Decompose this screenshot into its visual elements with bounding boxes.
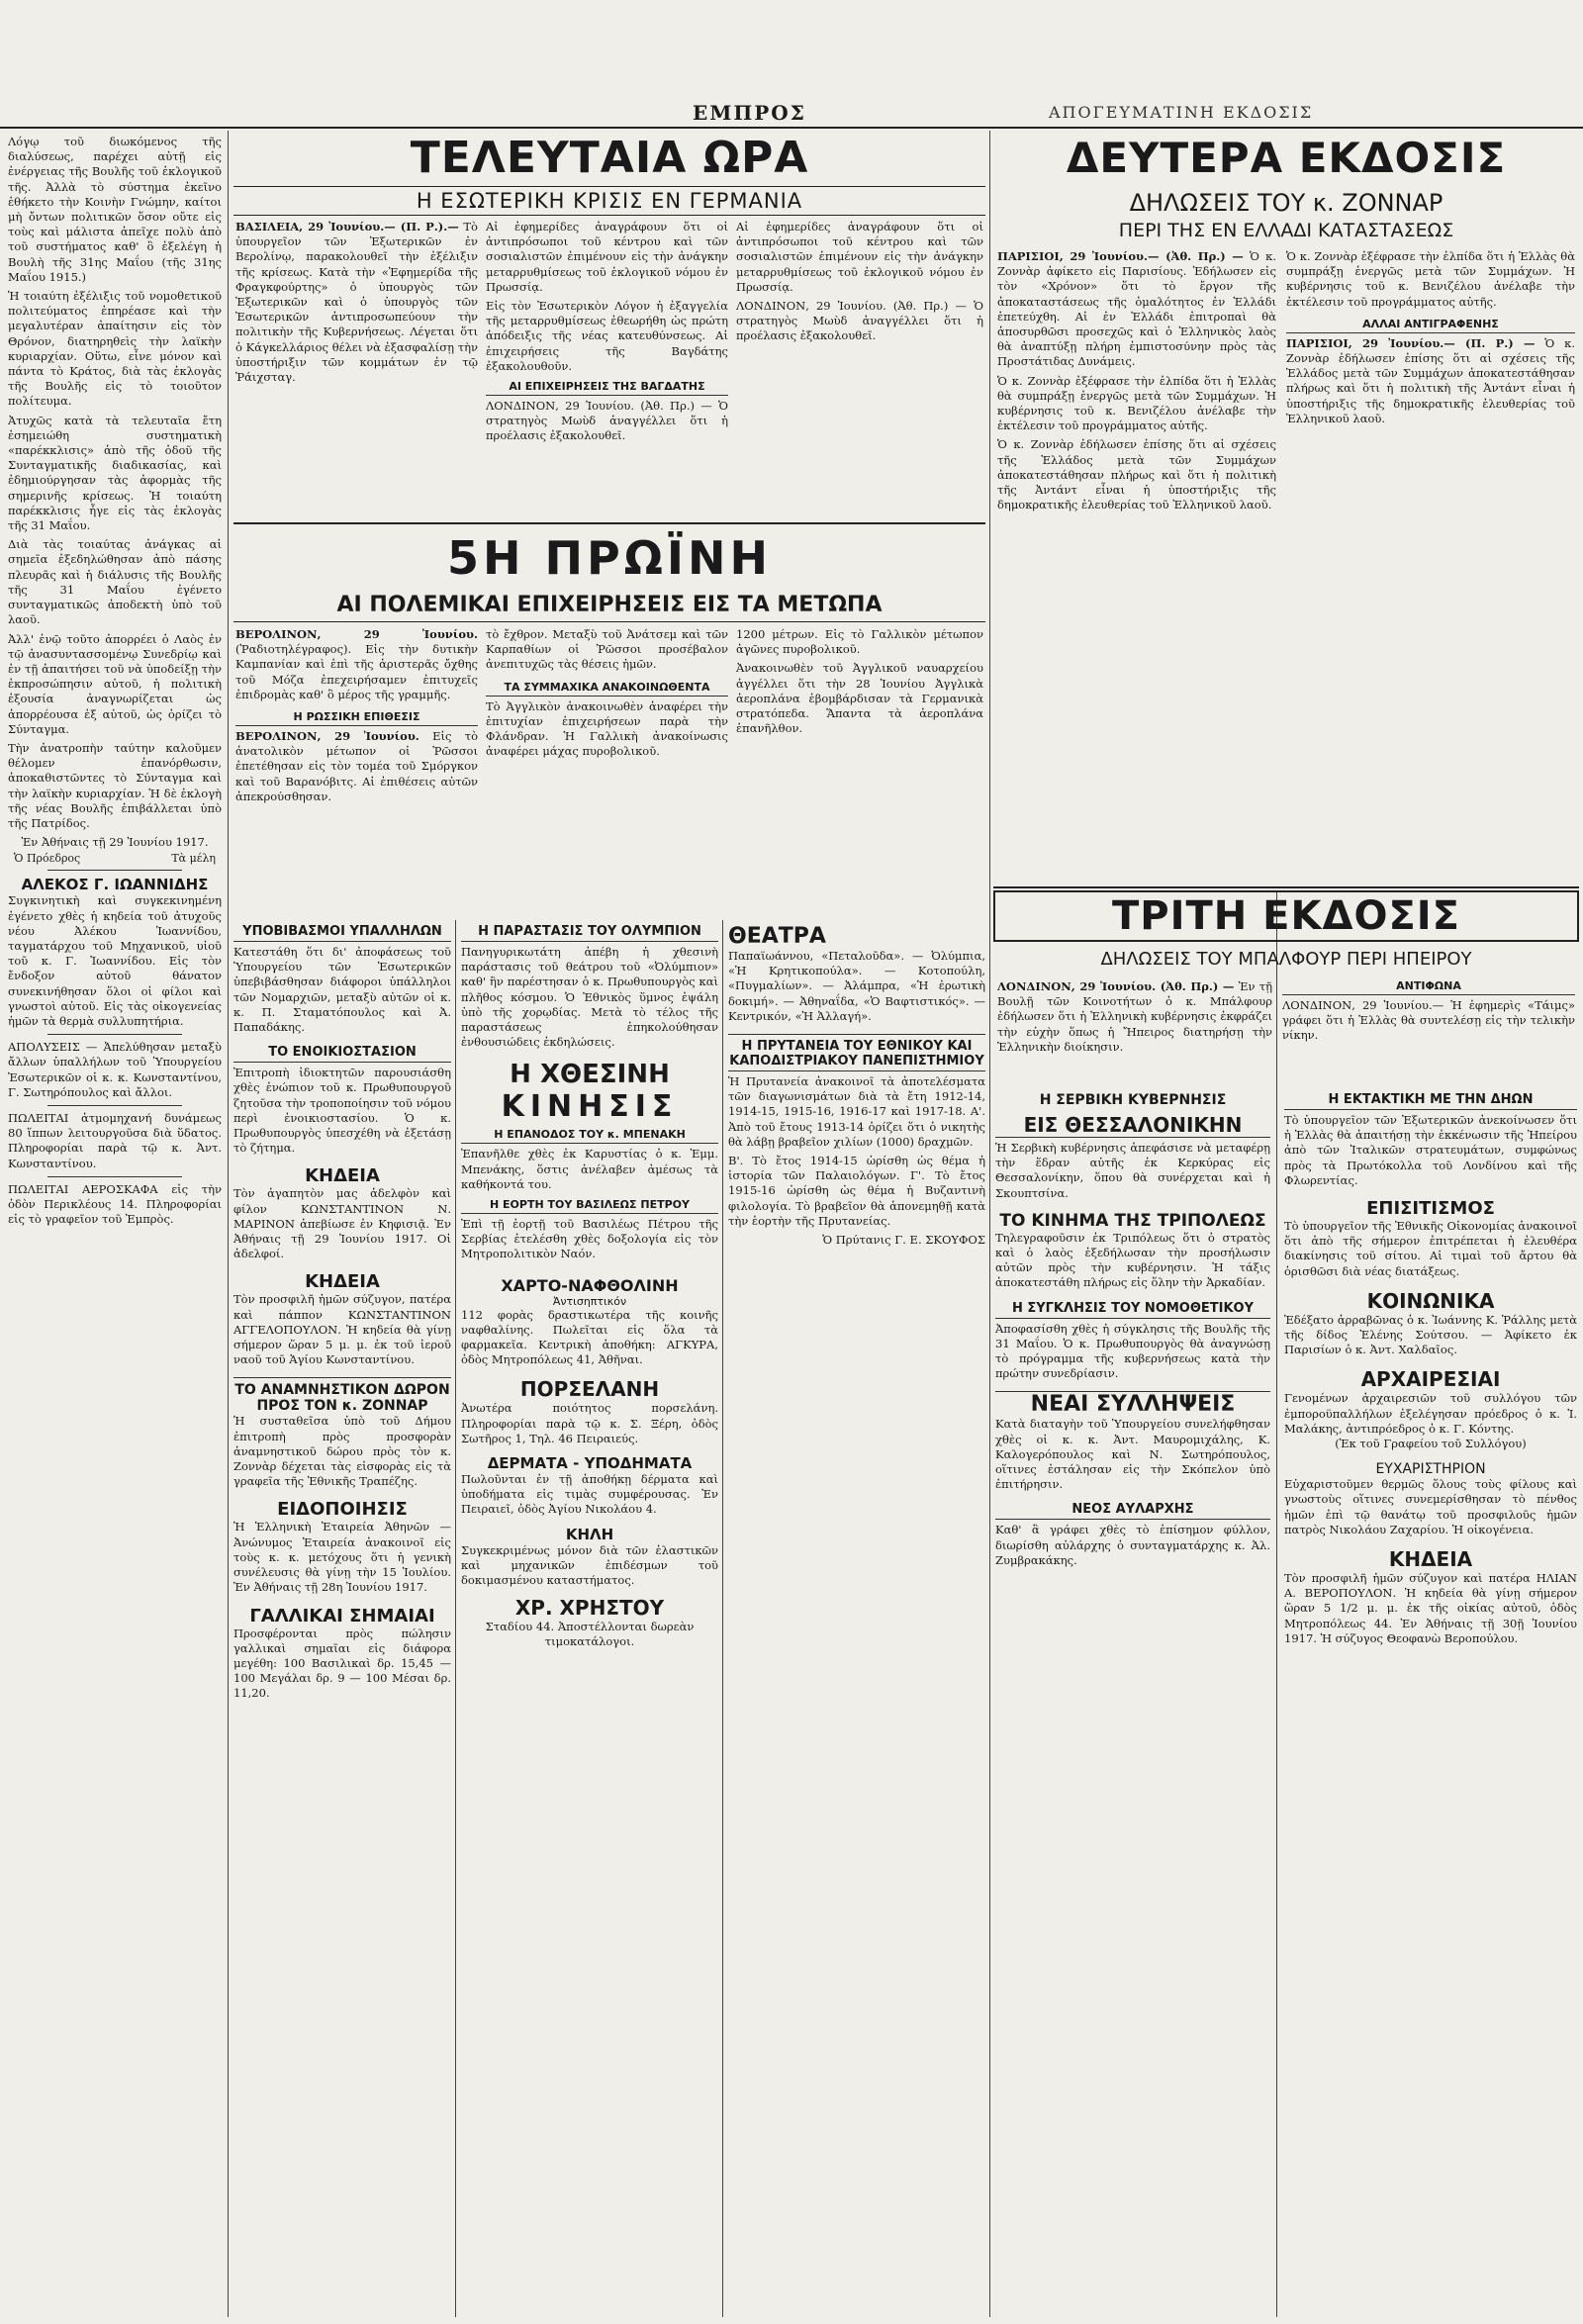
- masthead-edition: ΑΠΟΓΕΥΜΑΤΙΝΗ ΕΚΔΟΣΙΣ: [1049, 103, 1314, 122]
- column-e: [1284, 1092, 1577, 2314]
- sig-right: Τὰ μέλη: [171, 852, 216, 866]
- enoikiostasion-title: ΤΟ ΕΝΟΙΚΙΟΣΤΑΣΙΟΝ: [233, 1045, 451, 1063]
- proini-body2: Εἰς τὸ ἀνατολικὸν μέτωπον οἱ Ῥῶσσοι ἐπετέθησαν εἰς τὸν τομέα τοῦ Σμόργκον καὶ τοῦ Βαρανόβιτς. Αἱ ἐπιθέσεις αὐτῶν ἀπεκρούσθησαν.: [235, 729, 478, 803]
- masthead: [0, 95, 1583, 125]
- triti-col-2: [1282, 979, 1575, 1088]
- proini-title-box: [233, 528, 985, 588]
- deftera-subhead: ΑΛΛΑΙ ΑΝΤΙΓΡΑΦΕΝΗΣ: [1286, 318, 1575, 333]
- endyxis-body: Ἀποφασίσθη χθὲς ἡ σύγκλησις τῆς Βουλῆς τῆς 31 Μαΐου. Ὁ κ. Πρωθυπουργὸς θὰ ἀναγνώσῃ τὸ πρόγραμμα τῆς κυβερνήσεως κατὰ τὴν πρώτην συνεδρίασιν.: [995, 1321, 1270, 1381]
- prytaneia-sign: Ὁ Πρύτανις Γ. Ε. ΣΚΟΥΦΟΣ: [822, 1233, 985, 1248]
- triti-subhead: ΑΝΤΙΦΩΝΑ: [1282, 979, 1575, 995]
- anamnistika-title: ΤΟ ΑΝΑΜΝΗΣΤΙΚΟΝ ΔΩΡΟΝ ΠΡΟΣ ΤΟΝ κ. ΖΟΝΝΑΡ: [233, 1377, 451, 1414]
- teleftaia-body2: Αἱ ἐφημερίδες ἀναγράφουν ὅτι οἱ ἀντιπρόσωποι τοῦ κέντρου καὶ τῶν σοσιαλιστῶν ἐπιμένουν εἰς τὴν ἀνάγκην μεταρρυθμίσεως τοῦ ἐκλογικοῦ νόμου ἐν Πρωσσίᾳ.: [486, 220, 728, 294]
- proini-c3-body: 1200 μέτρων. Εἰς τὸ Γαλλικὸν μέτωπον ἀγῶνες πυροβολικοῦ.: [736, 627, 983, 657]
- teleftaia-col-1: [235, 220, 478, 516]
- koinonika-title: ΚΟΙΝΩΝΙΚΑ: [1366, 1288, 1495, 1313]
- left-paragraph: Ἡ τοιαύτη ἐξέλιξις τοῦ νομοθετικοῦ πολιτεύματος ἐπηρέασε καὶ τὴν μεγαλυτέραν ἀπαίτησιν εἰς τὸν Θρόνον, διατηρηθεὶς τὴν λαϊκὴν κυριαρχίαν. Οὕτω, εἶνε μόνον καὶ πάντα τὸ Κράτος, διὰ τὰς ἐκλογὰς τῆς Βουλῆς εἰς τὸ τοιοῦτον πολίτευμα.: [8, 289, 222, 409]
- proini-russian-head: Η ΡΩΣΣΙΚΗ ΕΠΙΘΕΣΙΣ: [235, 710, 478, 726]
- kideia2-title: ΚΗΔΕΙΑ: [305, 1271, 380, 1293]
- column-rule: [722, 920, 723, 2317]
- teleftaia-body4: ΛΟΝΔΙΝΟΝ, 29 Ἰουνίου. (Ἀθ. Πρ.) — Ὁ στρατηγὸς Μωὺδ ἀναγγέλλει ὅτι ἡ προέλασις ἐξακολουθεῖ.: [486, 399, 728, 443]
- aparesiai-title: ΑΡΧΑΙΡΕΣΙΑΙ: [1360, 1367, 1501, 1392]
- teleftaia-subtitle: Η ΕΣΩΤΕΡΙΚΗ ΚΡΙΣΙΣ ΕΝ ΓΕΡΜΑΝΙΑ: [416, 189, 803, 213]
- deftera-sub1: ΔΗΛΩΣΕΙΣ ΤΟΥ κ. ΖΟΝΝΑΡ: [1129, 189, 1443, 217]
- neos-body: Καθ' ἃ γράφει χθὲς τὸ ἐπίσημον φύλλον, διωρίσθη αὐλάρχης ὁ συνταγματάρχης κ. Ἀλ. Ζυμβρακάκης.: [995, 1523, 1270, 1567]
- neai-title: ΝΕΑΙ ΣΥΛΛΗΨΕΙΣ: [995, 1391, 1270, 1417]
- proini-dateline: ΒΕΡΟΛΙΝΟΝ, 29 Ἰουνίου.: [235, 627, 478, 641]
- deftera-col-2: [1286, 249, 1575, 883]
- proini-c3-body2: Ἀνακοινωθὲν τοῦ Ἀγγλικοῦ ναυαρχείου ἀγγέλλει ὅτι τὴν 28 Ἰουνίου Ἀγγλικὰ ἀεροπλάνα ἐβομβάρδισαν τὰ Γερμανικὰ στρατόπεδα. Ἅπαντα τὰ ἀεροπλάνα ἐπανῆλθον.: [736, 661, 983, 736]
- porselani-body: Ἀνωτέρα ποιότητος πορσελάνη. Πληροφορίαι παρὰ τῷ κ. Σ. Ξέρη, ὁδὸς Σωτῆρος 1, Τηλ. 46 Πειραιεύς.: [461, 1401, 718, 1445]
- olympion-body: Πανηγυρικωτάτη ἀπέβη ἡ χθεσινὴ παράστασις τοῦ θεάτρου τοῦ «Ὀλύμπιον» καθ' ἣν παρέστησαν ὁ κ. Πρωθυπουργὸς καὶ πλῆθος κόσμου. Ὁ Ἐθνικὸς ὕμνος ἐψάλη ὑπὸ τῆς χορῳδίας. Μετὰ τὸ τέλος τῆς παραστάσεως ἐπηκολούθησαν ἐνθουσιώδεις ἐκδηλώσεις.: [461, 945, 718, 1050]
- proini-allied-head: ΤΑ ΣΥΜΜΑΧΙΚΑ ΑΝΑΚΟΙΝΩΘΕΝΤΑ: [486, 681, 728, 697]
- deftera-dateline: ΠΑΡΙΣΙΟΙ, 29 Ἰουνίου.— (Ἀθ. Πρ.) —: [997, 249, 1244, 263]
- teleftaia-body3: Εἰς τὸν Ἐσωτερικὸν Λόγον ἡ ἐξαγγελία τῆς μεταρρυθμίσεως ἐθεωρήθη ὡς πρώτη ἀπόδειξις τῆς νέας κατευθύνσεως. Αἱ ἐπιχειρήσεις τῆς Βαγδάτης ἐξακολουθοῦν.: [486, 299, 728, 373]
- xthesini-b1: Ἐπανῆλθε χθὲς ἐκ Καρυστίας ὁ κ. Ἐμμ. Μπενάκης, ὅστις ἀνέλαβεν ἀμέσως τὰ καθήκοντά του.: [461, 1147, 718, 1191]
- episitismos-body: Τὸ ὑπουργεῖον τῆς Ἐθνικῆς Οἰκονομίας ἀνακοινοῖ ὅτι ἀπὸ τῆς σήμερον ἐπιτρέπεται ἡ ἐλευθέρα διακίνησις τοῦ σίτου. Αἱ τιμαὶ τοῦ ἄρτου θὰ ὁρισθῶσι διὰ νέας διατάξεως.: [1284, 1219, 1577, 1278]
- xartonafthalin-title: ΧΑΡΤΟ-ΝΑΦΘΟΛΙΝΗ: [501, 1275, 679, 1295]
- sig-left: Ὁ Πρόεδρος: [14, 852, 81, 866]
- enoikiostasion-body: Ἐπιτροπὴ ἰδιοκτητῶν παρουσιάσθη χθὲς ἐνώπιον τοῦ κ. Πρωθυπουργοῦ ζητοῦσα τὴν τροποποίησιν τοῦ νόμου περὶ ἐνοικιοστασίου. Ὁ κ. Πρωθυπουργὸς ὑπεσχέθη νὰ ἐξετάσῃ τὸ ζήτημα.: [233, 1066, 451, 1156]
- triti-sub: ΔΗΛΩΣΕΙΣ ΤΟΥ ΜΠΑΛΦΟΥΡ ΠΕΡΙ ΗΠΕΙΡΟΥ: [1100, 949, 1472, 970]
- gallikai-title: ΓΑΛΛΙΚΑΙ ΣΗΜΑΙΑΙ: [249, 1605, 435, 1627]
- left-signoff: Ἐν Ἀθήναις τῇ 29 Ἰουνίου 1917.: [21, 835, 209, 850]
- eyxaristirion-body: Εὐχαριστοῦμεν θερμῶς ὅλους τοὺς φίλους καὶ γνωστοὺς οἵτινες συνεμερίσθησαν τὸ πένθος ἡμῶν ἐπὶ τῷ θανάτῳ τοῦ προσφιλοῦς ἡμῶν πατρὸς Νικολάου Ζαχαρίου. Ἡ οἰκογένεια.: [1284, 1477, 1577, 1536]
- proini-body: (Ῥαδιοτηλέγραφος). Εἰς τὴν δυτικὴν Καμπανίαν καὶ ἐπὶ τῆς ἀριστερᾶς ὄχθης τοῦ Μόζα ἐπεχειρήσαμεν ἐπιτυχεῖς ἐπιδρομὰς καθ' ὃ μέρος τῆς γραμμῆς.: [235, 642, 478, 701]
- proini-c2-body: τὸ ἔχθρον. Μεταξὺ τοῦ Ἀνάτσεμ καὶ τῶν Καρπαθίων οἱ Ῥῶσσοι προσέβαλον ἀνεπιτυχῶς τὰς θέσεις ἡμῶν.: [486, 627, 728, 672]
- ypovivasmoi-title: ΥΠΟΒΙΒΑΣΜΟΙ ΥΠΑΛΛΗΛΩΝ: [233, 924, 451, 942]
- left-paragraph: Λόγῳ τοῦ διωκόμενος τῆς διαλύσεως, παρέχει αὐτῇ εἰς ἐνέργειας τῆς Βουλῆς τοῦ ἐκλογικοῦ τῆς. Ἀλλὰ τὸ σύστημα ἐκεῖνο ἐθήκετο τὴν Κοινὴν Γνώμην, καίτοι μὴ ὄντων πολιτικῶν ὅσον οὔτε εἰς τοὺς καὶ μάλιστα ἀπεῖχε πολὺ ἀπὸ τοῦ συστήματος καθ' ὃ ἐξελέγη ἡ Βουλὴ τῆς 31ης Μαΐου (τῆς 31ης Μαΐου 1915.): [8, 135, 222, 284]
- tripoleos-title: ΤΟ ΚΙΝΗΜΑ ΤΗΣ ΤΡΙΠΟΛΕΩΣ: [999, 1210, 1266, 1231]
- teleftaia-body4-cont: ΛΟΝΔΙΝΟΝ, 29 Ἰουνίου. (Ἀθ. Πρ.) — Ὁ στρατηγὸς Μωὺδ ἀναγγέλλει ὅτι ἡ προέλασις ἐξακολουθεῖ.: [736, 299, 983, 343]
- eyxaristirion-title: ΕΥΧΑΡΙΣΤΗΡΙΟΝ: [1375, 1461, 1486, 1478]
- xthesini-title1: Η ΧΘΕΣΙΝΗ: [510, 1060, 670, 1090]
- aparesiai-body: Γενομένων ἀρχαιρεσιῶν τοῦ συλλόγου τῶν ἐμποροϋπαλλήλων ἐξελέγησαν πρόεδρος ὁ κ. Ἰ. Μαλάκης, ἀντιπρόεδρος ὁ κ. Γ. Κόντης.: [1284, 1391, 1577, 1436]
- proini-subtitle-box: [233, 590, 985, 622]
- kideia3-title: ΚΗΔΕΙΑ: [1388, 1547, 1473, 1572]
- triti-title-box: [993, 890, 1579, 942]
- proini-col-1: [235, 627, 478, 914]
- column-rule: [228, 131, 229, 2317]
- column-rule: [989, 131, 990, 2317]
- prytaneia-body: Ἡ Πρυτανεία ἀνακοινοῖ τὰ ἀποτελέσματα τῶν διαγωνισμάτων διὰ τὰ ἔτη 1912-14, 1914-15, 1915-16, 1916-17 καὶ 1917-18. Α'. Ἀπὸ τοῦ ἔτους 1913-14 ὁρίζει ὅτι ὁ νικητὴς θὰ λάβῃ βραβεῖον χιλίων (1000) δραχμῶν.: [728, 1074, 985, 1149]
- ipiridos-title: Η ΕΚΤΑΚΤΙΚΗ ΜΕ ΤΗΝ ΔΗΩΝ: [1284, 1092, 1577, 1110]
- left-paragraph: Ἀλλ' ἐνῷ τοῦτο ἀπορρέει ὁ Λαὸς ἐν τῷ ἀνασυντασσομένῳ Συνεδρίῳ καὶ ἐν τῇ ἀπαιτήσει τοῦ νὰ ὑποδείξῃ τὴν ἐκπροσώπησιν αὐτοῦ, ἡ πολιτικὴ ἐξουσία ἀναγνωρίζεται ὡς ἀπορρέουσα ἐξ αὐτοῦ, ὡς ὁρίζει τὸ Σύνταγμα.: [8, 631, 222, 736]
- ypovivasmoi-body: Κατεστάθη ὅτι δι' ἀποφάσεως τοῦ Ὑπουργείου τῶν Ἐσωτερικῶν ὑπεβιβάσθησαν διάφοροι ὑπάλληλοι τῶν Νομαρχιῶν, μεταξὺ αὐτῶν οἱ κ. κ. Π. Σταματόπουλος καὶ Ἀ. Παπαδάκης.: [233, 945, 451, 1035]
- tripoleos-body: Τηλεγραφοῦσιν ἐκ Τριπόλεως ὅτι ὁ στρατὸς καὶ ὁ λαὸς ἐξεδήλωσαν τὴν προσήλωσιν αὐτῶν πρὸς τὴν κυβέρνησιν. Ἡ τάξις ἀποκατεστάθη πλήρως εἰς ὅλην τὴν Ἀρκαδίαν.: [995, 1230, 1270, 1290]
- triti-rule: [993, 886, 1579, 888]
- teleftaia-body3-cont: Αἱ ἐφημερίδες ἀναγράφουν ὅτι οἱ ἀντιπρόσωποι τοῦ κέντρου καὶ τῶν σοσιαλιστῶν ἐπιμένουν εἰς τὴν ἀνάγκην μεταρρυθμίσεως τοῦ ἐκλογικοῦ νόμου ἐν Πρωσσίᾳ.: [736, 220, 983, 294]
- separator: [47, 1176, 182, 1177]
- episitismos-title: ΕΠΙΣΙΤΙΣΜΟΣ: [1366, 1198, 1495, 1220]
- teleftaia-col-2: [486, 220, 728, 516]
- xthesini-b2: Ἐπὶ τῇ ἐορτῇ τοῦ Βασιλέως Πέτρου τῆς Σερβίας ἐτελέσθη χθὲς δοξολογία εἰς τὸν Μητροπολιτικὸν Ναόν.: [461, 1217, 718, 1261]
- deftera-col-1: [997, 249, 1276, 883]
- triti-body2: ΛΟΝΔΙΝΟΝ, 29 Ἰουνίου.— Ἡ ἐφημερὶς «Τάιμς» γράφει ὅτι ἡ Ἑλλὰς θὰ συντελέσῃ εἰς τὴν τελικὴν νίκην.: [1282, 998, 1575, 1043]
- serviki-title1: Η ΣΕΡΒΙΚΗ ΚΥΒΕΡΝΗΣΙΣ: [1039, 1092, 1227, 1108]
- aparesiai-sign: (Ἐκ τοῦ Γραφείου τοῦ Συλλόγου): [1335, 1437, 1527, 1451]
- triti-dateline: ΛΟΝΔΙΝΟΝ, 29 Ἰουνίου. (Ἀθ. Πρ.) —: [997, 979, 1235, 993]
- column-c: [728, 924, 985, 2314]
- kilni-body: Συγκεκριμένως μόνον διὰ τῶν ἐλαστικῶν καὶ μηχανικῶν ἐπιδέσμων τοῦ δοκιμασμένου καταστήματος.: [461, 1542, 718, 1588]
- proini-c2-body2: Τὸ Ἀγγλικὸν ἀνακοινωθὲν ἀναφέρει τὴν ἐπιτυχίαν ἐπιχειρήσεων παρὰ τὴν Φλάνδραν. Ἡ Γαλλικὴ ἀνακοίνωσις ἀναφέρει μάχας πυροβολικοῦ.: [486, 698, 728, 759]
- deftera-body3: Ὁ κ. Ζοννὰρ ἐδήλωσεν ἐπίσης ὅτι αἱ σχέσεις τῆς Ἑλλάδος μετὰ τῶν Συμμάχων ἀποκατεστάθησαν πλήρως καὶ ὅτι ἡ πολιτικὴ τῆς Ἀντάντ εἶναι ἡ ὑποστήριξις τῆς δημοκρατικῆς ἐλευθερίας τοῦ Ἑλληνικοῦ λαοῦ.: [1286, 335, 1575, 425]
- proini-title: 5Η ΠΡΩΪΝΗ: [447, 531, 772, 585]
- left-paragraph: Τὴν ἀνατροπὴν ταύτην καλοῦμεν θέλομεν ἐπανόρθωσιν, ἀποκαθιστῶντες τὸ Σύνταγμα καὶ τὴν λαϊκὴν κυριαρχίαν. Ἡ δὲ ἐκλογὴ τῆς νέας Βουλῆς ἐπιβάλλεται ὑπὸ τῆς Πατρίδος.: [8, 740, 222, 830]
- eidopoiiseis-body: Ἡ Ἑλληνικὴ Ἑταιρεία Ἀθηνῶν — Ἀνώνυμος Ἑταιρεία ἀνακοινοῖ εἰς τοὺς κ. κ. μετόχους ὅτι ἡ γενικὴ συνέλευσις θὰ γίνῃ τὴν 15 Ἰουλίου. Ἐν Ἀθήναις τῇ 28η Ἰουνίου 1917.: [233, 1520, 451, 1595]
- prytaneia-title: Η ΠΡΥΤΑΝΕΙΑ ΤΟΥ ΕΘΝΙΚΟΥ ΚΑΙ ΚΑΠΟΔΙΣΤΡΙΑΚΟΥ ΠΑΝΕΠΙΣΤΗΜΙΟΥ: [728, 1034, 985, 1071]
- kideia1-body: Τὸν ἀγαπητὸν μας ἀδελφὸν καὶ φίλον ΚΩΝΣΤΑΝΤΙΝΟΝ Ν. ΜΑΡΙΝΟΝ ἀπεβίωσε ἐν Κηφισιᾷ. Ἐν Ἀθήναις τῇ 29 Ἰουνίου 1917. Οἱ ἀδελφοί.: [233, 1186, 451, 1261]
- top-rule: [0, 127, 1583, 129]
- deftera-body3-repeat: Ὁ κ. Ζοννὰρ ἐδήλωσεν ἐπίσης ὅτι αἱ σχέσεις τῆς Ἑλλάδος μετὰ τῶν Συμμάχων ἀποκατεστάθησαν πλήρως καὶ ὅτι ἡ πολιτικὴ τῆς Ἀντάντ εἶναι ἡ ὑποστήριξις τῆς δημοκρατικῆς ἐλευθερίας τοῦ Ἑλληνικοῦ λαοῦ.: [997, 437, 1276, 512]
- eidopoiiseis-title: ΕΙΔΟΠΟΙΗΣΙΣ: [277, 1499, 408, 1521]
- theatra-body: Παπαϊωάννου, «Πεταλοῦδα». — Ὀλύμπια, «Ἡ Κρητικοπούλα». — Κοτοπούλη, «Πυγμαλίων». — Ἀλάμπρα, «Ἡ ἐρωτικὴ δοκιμή». — Ἀθηναΐδα, «Ὁ Βαφτιστικός». — Κεντρικόν, «Ἡ Ἀλλαγή».: [728, 949, 985, 1023]
- kilni-title: ΚΗΛΗ: [565, 1525, 614, 1543]
- sale-notice: ΠΩΛΕΙΤΑΙ ΑΕΡΟΣΚΑΦΑ εἰς τὴν ὁδὸν Περικλέους 14. Πληροφορίαι εἰς τὸ γραφεῖον τοῦ Ἐμπρὸς.: [8, 1181, 222, 1227]
- deftera-sub2-box: [993, 218, 1579, 243]
- deftera-body-cont: Ὁ κ. Ζοννὰρ ἐξέφρασε τὴν ἐλπίδα ὅτι ἡ Ἑλλὰς θὰ συμπράξῃ ἐνεργῶς μετὰ τῶν Συμμάχων. Ἡ κυβέρνησις τοῦ κ. Βενιζέλου ἀνέλαβε τὴν ἐκτέλεσιν τοῦ προγράμματος αὐτῆς.: [1286, 249, 1575, 309]
- deftera-title: ΔΕΥΤΕΡΑ ΕΚΔΟΣΙΣ: [1066, 134, 1507, 182]
- teleftaia-title: ΤΕΛΕΥΤΑΙΑ ΩΡΑ: [410, 133, 809, 183]
- serviki-body: Ἡ Σερβικὴ κυβέρνησις ἀπεφάσισε νὰ μεταφέρῃ τὴν ἕδραν αὐτῆς ἐκ Κερκύρας εἰς Θεσσαλονίκην, ὅπου θὰ συνέρχεται καὶ ἡ Σκουπτσίνα.: [995, 1141, 1270, 1200]
- separator: [47, 1034, 182, 1035]
- dermata-body: Πωλοῦνται ἐν τῇ ἀποθήκῃ δέρματα καὶ ὑποδήματα εἰς τιμὰς συμφέρουσας. Ἐν Πειραιεῖ, ὁδὸς Ἀγίου Νικολάου 4.: [461, 1472, 718, 1517]
- proini-dateline2: ΒΕΡΟΛΙΝΟΝ, 29 Ἰουνίου.: [235, 729, 419, 744]
- teleftaia-col-3: [736, 220, 983, 516]
- proini-subtitle: ΑΙ ΠΟΛΕΜΙΚΑΙ ΕΠΙΧΕΙΡΗΣΕΙΣ ΕΙΣ ΤΑ ΜΕΤΩΠΑ: [336, 593, 883, 617]
- koinonika-body: Ἐδέξατο ἀρραβῶνας ὁ κ. Ἰωάννης Κ. Ῥάλλης μετὰ τῆς δίδος Ἑλένης Σούτσου. — Ἀφίκετο ἐκ Παρισίων ὁ κ. Ἀντ. Χαλδαῖος.: [1284, 1312, 1577, 1357]
- ioannidis-body: Συγκινητικὴ καὶ συγκεκινημένη ἐγένετο χθὲς ἡ κηδεία τοῦ ἀτυχοῦς νέου Ἀλέκου Ἰωαννίδου, ταγματάρχου τοῦ Μηχανικοῦ, υἱοῦ τοῦ κ. Γ. Ἰωαννίδου. Εἰς τὸν ἔνδοξον αὐτοῦ θάνατον συνεκινήθησαν ὅλοι οἱ φίλοι καὶ γνωστοὶ αὐτοῦ. Εἰς τὰς οἰκογενείας ἡμῶν τὰ θερμὰ συλλυπητήρια.: [8, 893, 222, 1028]
- sale-notice: ΠΩΛΕΙΤΑΙ ἀτμομηχανή δυνάμεως 80 ἵππων λειτουργοῦσα διὰ ὕδατος. Πληροφορίαι παρὰ τῷ κ. Ἀντ. Κωνσταντίνου.: [8, 1110, 222, 1170]
- triti-title: ΤΡΙΤΗ ΕΚΔΟΣΙΣ: [1112, 893, 1460, 939]
- dermata-title: ΔΕΡΜΑΤΑ - ΥΠΟΔΗΜΑΤΑ: [487, 1454, 693, 1473]
- gallikai-body: Προσφέρονται πρὸς πώλησιν γαλλικαὶ σημαῖαι εἰς διάφορα μεγέθη: 100 Βασιλικαὶ δρ. 15,45 — 100 Μεγάλαι δρ. 9 — 100 Μέσαι δρ. 11,20.: [233, 1626, 451, 1701]
- left-paragraph: Διὰ τὰς τοιαύτας ἀνάγκας αἱ σημεῖα ἐξεδηλώθησαν ἀπὸ πάσης πλευρᾶς καὶ ἡ διάλυσις τῆς Βουλῆς τῆς 31 Μαΐου ἐγένετο συνταγματικῶς ἀποδεκτὴ ὑπὸ τοῦ λαοῦ.: [8, 537, 222, 627]
- kideia1-title: ΚΗΔΕΙΑ: [305, 1165, 380, 1187]
- kideia2-body: Τὸν προσφιλῆ ἡμῶν σύζυγον, πατέρα καὶ πάππον ΚΩΝΣΤΑΝΤΙΝΟΝ ΑΓΓΕΛΟΠΟΥΛΟΝ. Ἡ κηδεία θὰ γίνῃ σήμερον ὥραν 5 μ. μ. ἐκ τοῦ ἱεροῦ ναοῦ τοῦ Ἁγίου Κωνσταντίνου.: [233, 1292, 451, 1367]
- proini-col-3: [736, 627, 983, 914]
- teleftaia-subhead: ΑΙ ΕΠΙΧΕΙΡΗΣΕΙΣ ΤΗΣ ΒΑΓΔΑΤΗΣ: [486, 380, 728, 396]
- olympion-title: Η ΠΑΡΑΣΤΑΣΙΣ ΤΟΥ ΟΛΥΜΠΙΟΝ: [461, 924, 718, 942]
- column-b: [461, 924, 718, 2314]
- ioannidis-heading: ΑΛΕΚΟΣ Γ. ΙΩΑΝΝΙΔΗΣ: [21, 876, 209, 894]
- left-signatures: [14, 852, 216, 865]
- xthesini-h1: Η ΕΠΑΝΟΔΟΣ ΤΟΥ κ. ΜΠΕΝΑΚΗ: [461, 1128, 718, 1144]
- column-a: [233, 924, 451, 2314]
- triti-col-1: [997, 979, 1272, 1088]
- kideia3-body: Τὸν προσφιλῆ ἡμῶν σύζυγον καὶ πατέρα ΗΛΙΑΝ Α. ΒΕΡΟΠΟΥΛΟΝ. Ἡ κηδεία θὰ γίνῃ σήμερον ὥραν 5 1/2 μ. μ. ἐκ τῆς οἰκίας αὐτοῦ, ὁδὸς Μητροπόλεως 44. Ἐν Ἀθήναις τῇ 30ῇ Ἰουνίου 1917. Ἡ σύζυγος Θεοφανὼ Βεροπούλου.: [1284, 1571, 1577, 1645]
- teleftaia-title-box: [233, 133, 985, 184]
- masthead-title: ΕΜΠΡΟΣ: [693, 101, 806, 125]
- endyxis-title: Η ΣΥΓΚΛΗΣΙΣ ΤΟΥ ΝΟΜΟΘΕΤΙΚΟΥ: [995, 1301, 1270, 1319]
- left-column: [8, 135, 222, 2316]
- anamnistika-body: Ἡ συσταθεῖσα ὑπὸ τοῦ Δήμου ἐπιτροπὴ πρὸς προσφορὰν ἀναμνηστικοῦ δώρου πρὸς τὸν κ. Ζοννὰρ δέχεται τὰς εἰσφορὰς εἰς τὰ γραφεῖα τῆς Ἐθνικῆς Τραπέζης.: [233, 1414, 451, 1489]
- column-d: [995, 1092, 1270, 2314]
- deftera-dateline2: ΠΑΡΙΣΙΟΙ, 29 Ἰουνίου.— (Π. Ρ.) —: [1286, 335, 1536, 350]
- left-paragraph: Ἀτυχῶς κατὰ τὰ τελευταῖα ἔτη ἐσημειώθη συστηματικὴ «παρέκκλισις» ἀπὸ τῆς ὁδοῦ τῆς Συνταγματικῆς διαδικασίας, καὶ ἐδημιούργησαν τὰς ἀφορμὰς τῆς σημερινῆς κρίσεως. Ἡ τοιαύτη παρέκκλισις ἦγε εἰς τὰς ἐκλογὰς τῆς 31 Μαΐου.: [8, 413, 222, 533]
- deftera-body2: Ὁ κ. Ζοννὰρ ἐξέφρασε τὴν ἐλπίδα ὅτι ἡ Ἑλλὰς θὰ συμπράξῃ ἐνεργῶς μετὰ τῶν Συμμάχων. Ἡ κυβέρνησις τοῦ κ. Βενιζέλου ἀνέλαβε τὴν ἐκτέλεσιν τοῦ προγράμματος αὐτῆς.: [997, 373, 1276, 433]
- separator: [47, 870, 182, 871]
- deftera-sub1-box: [993, 188, 1579, 218]
- column-rule: [455, 920, 456, 2317]
- apolysis-notice: ΑΠΟΛΥΣΕΙΣ — Ἀπελύθησαν μεταξὺ ἄλλων ὑπαλλήλων τοῦ Ὑπουργείου Ἐσωτερικῶν οἱ κ. κ. Κωνσταντίνου, Γ. Σωτηρόπουλος καὶ ἄλλοι.: [8, 1040, 222, 1099]
- deftera-body: Ὁ κ. Ζοννὰρ ἀφίκετο εἰς Παρισίους. Ἐδήλωσεν εἰς τὸν «Χρόνον» ὅτι τὸ ἔργον τῆς ἀποκαταστάσεως τῆς ὁμαλότητος ἐν Ἑλλάδι ἐπετεύχθη. Αἱ ἐν Ἑλλάδι ἐπιτροπαὶ θὰ ἀποσυρθῶσι προσεχῶς καὶ ὁ Ἑλληνικὸς λαὸς θὰ ἀναπτύξῃ πλήρη ἐμπιστοσύνην πρὸς τὰς Προστάτιδας Δυνάμεις.: [997, 249, 1276, 369]
- prytaneia-body2: Β'. Τὸ ἔτος 1914-15 ὡρίσθη ὡς θέμα ἡ ἱστορία τῶν Παλαιολόγων. Γ'. Τὸ ἔτος 1915-16 ὡρίσθη ὡς θέμα ἡ Βυζαντινὴ φιλολογία. Τὸ βραβεῖον θὰ ἀπονεμηθῇ κατὰ τὴν ἑορτὴν τῆς Πρυτανείας.: [728, 1154, 985, 1228]
- column-rule: [1276, 890, 1277, 2317]
- porselani-title: ΠΟΡΣΕΛΑΝΗ: [519, 1377, 660, 1402]
- deftera-sub2: ΠΕΡΙ ΤΗΣ ΕΝ ΕΛΛΑΔΙ ΚΑΤΑΣΤΑΣΕΩΣ: [1118, 220, 1454, 241]
- xthesini-title2: ΚΙΝΗΣΙΣ: [501, 1089, 679, 1125]
- xristou-body: Σταδίου 44. Ἀποστέλλονται δωρεὰν τιμοκατάλογοι.: [485, 1620, 695, 1649]
- theatra-title: ΘΕΑΤΡΑ: [728, 924, 826, 949]
- xartonafthalin-body: 112 φορὰς δραστικωτέρα τῆς κοινῆς ναφθαλίνης. Πωλεῖται εἰς ὅλα τὰ φαρμακεῖα. Κεντρικὴ ἀποθήκη: ΑΓΚΥΡΑ, ὁδὸς Μητροπόλεως 41, Ἀθῆναι.: [461, 1307, 718, 1367]
- serviki-title2: ΕΙΣ ΘΕΣΣΑΛΟΝΙΚΗΝ: [995, 1113, 1270, 1138]
- neai-body: Κατὰ διαταγὴν τοῦ Ὑπουργείου συνελήφθησαν χθὲς οἱ κ. κ. Ἀντ. Μαυρομιχάλης, Κ. Καλογερόπουλος καὶ Ν. Σωτηρόπουλος, οἵτινες ἐστάλησαν εἰς τὴν Σκόπελον ὑπὸ ἐπιτήρησιν.: [995, 1417, 1270, 1492]
- xartonafthalin-sub: Ἀντισηπτικόν: [552, 1294, 627, 1308]
- proini-col-2: [486, 627, 728, 914]
- xristou-title: ΧΡ. ΧΡΗΣΤΟΥ: [514, 1596, 665, 1621]
- teleftaia-subtitle-box: [233, 186, 985, 216]
- triti-sub-box: [993, 946, 1579, 974]
- triti-body: Ἐν τῇ Βουλῇ τῶν Κοινοτήτων ὁ κ. Μπάλφουρ ἐδήλωσεν ὅτι ἡ Ἑλληνικὴ κυβέρνησις ἐκφράζει τὴν εὐχὴν ὅπως ἡ Ἤπειρος διατηρήσῃ τὴν Ἑλληνικὴν διοίκησιν.: [997, 979, 1272, 1054]
- teleftaia-body: Τὸ ὑπουργεῖον τῶν Ἐξωτερικῶν ἐν Βερολίνῳ, παρακολουθεῖ τὴν ἐξέλιξιν τῆς κρίσεως. Κατὰ τὴν «Ἐφημερίδα τῆς Φραγκφούρτης» ὁ ὑπουργὸς τῶν Ἐξωτερικῶν καὶ ὁ ὑπουργὸς τῶν Ἐσωτερικῶν ἀντιπροσωπεύουν τὴν πολιτικὴν τῆς Κυβερνήσεως. Λέγεται ὅτι ὁ Κάγκελλάριος θέλει νὰ ἐξασφαλίσῃ τὴν ὑποστήριξιν τῶν κομμάτων ἐν τῷ Ῥάιχσταγ.: [235, 220, 478, 385]
- separator: [47, 1105, 182, 1106]
- ipiridos-body: Τὸ ὑπουργεῖον τῶν Ἐξωτερικῶν ἀνεκοίνωσεν ὅτι ἡ Ἑλλὰς θὰ ἀπαιτήσῃ τὴν ἐκκένωσιν τῆς Ἠπείρου ἀπὸ τῶν Ἰταλικῶν στρατευμάτων, συμφώνως πρὸς τὰ Πρωτόκολλα τοῦ Λονδίνου καὶ τῆς Φλωρεντίας.: [1284, 1113, 1577, 1187]
- xthesini-h2: Η ΕΟΡΤΗ ΤΟΥ ΒΑΣΙΛΕΩΣ ΠΕΤΡΟΥ: [461, 1198, 718, 1214]
- neos-title: ΝΕΟΣ ΑΥΛΑΡΧΗΣ: [995, 1502, 1270, 1520]
- teleftaia-dateline: ΒΑΣΙΛΕΙΑ, 29 Ἰουνίου.— (Π. Ρ.).—: [235, 220, 459, 233]
- proini-rule: [233, 522, 985, 524]
- deftera-title-box: [993, 133, 1579, 184]
